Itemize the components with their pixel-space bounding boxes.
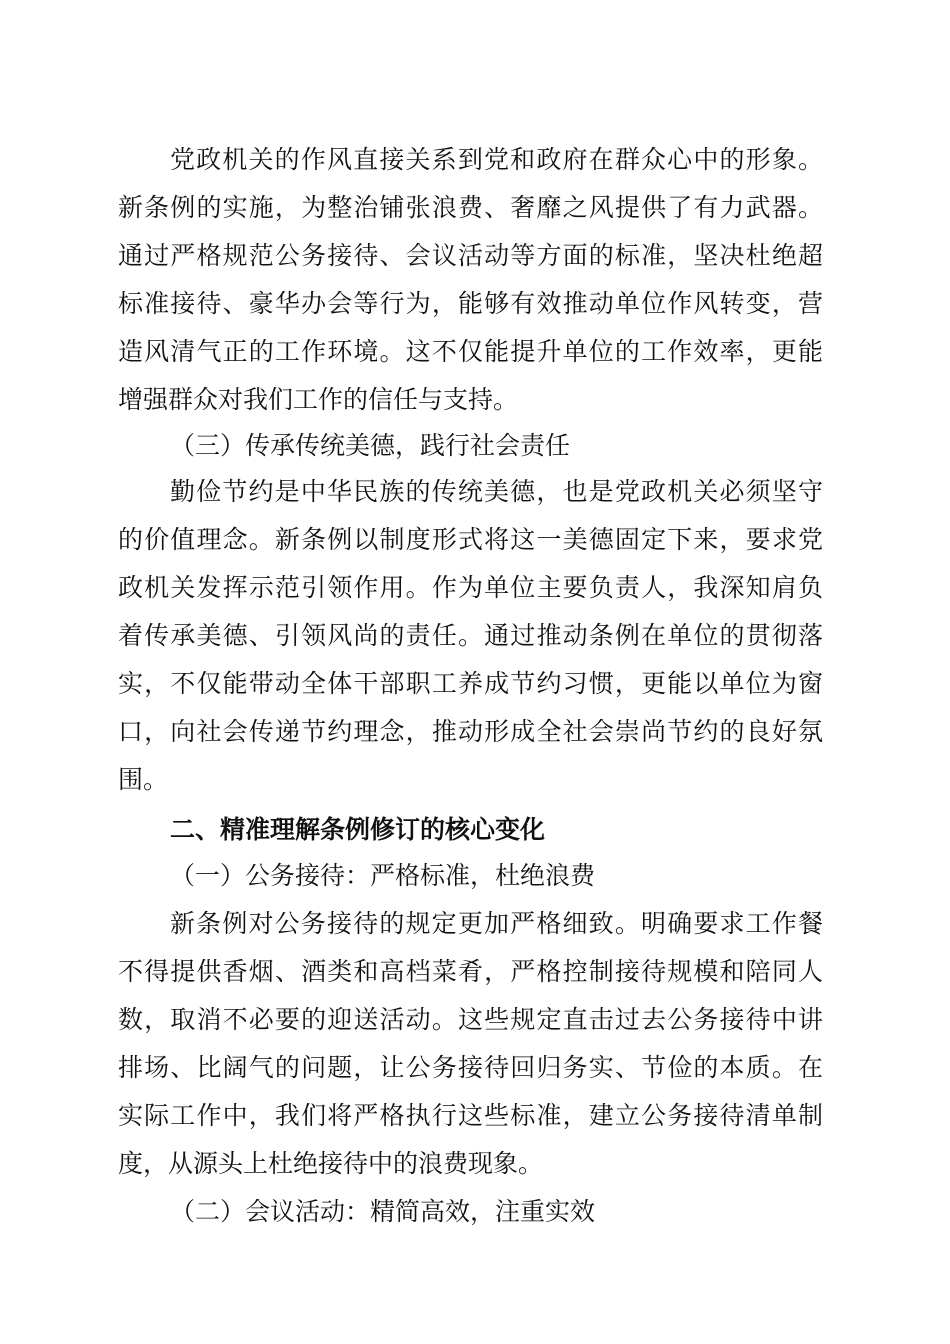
paragraph-2-line-4: 着传承美德、引领风尚的责任。通过推动条例在单位的贯彻落 xyxy=(118,621,823,650)
paragraph-1-line-4: 标准接待、豪华办会等行为，能够有效推动单位作风转变，营 xyxy=(118,289,823,318)
paragraph-3-line-2: 不得提供香烟、酒类和高档菜肴，严格控制接待规模和陪同人 xyxy=(118,957,823,986)
paragraph-1-line-2: 新条例的实施，为整治铺张浪费、奢靡之风提供了有力武器。 xyxy=(118,193,823,222)
paragraph-3-line-6: 度，从源头上杜绝接待中的浪费现象。 xyxy=(118,1149,544,1178)
paragraph-3-line-1: 新条例对公务接待的规定更加严格细致。明确要求工作餐 xyxy=(170,909,823,938)
paragraph-3-line-5: 实际工作中，我们将严格执行这些标准，建立公务接待清单制 xyxy=(118,1101,823,1130)
subheading-3: （三）传承传统美德，践行社会责任 xyxy=(170,431,571,460)
paragraph-2-line-5: 实，不仅能带动全体干部职工养成节约习惯，更能以单位为窗 xyxy=(118,669,823,698)
paragraph-2-line-2: 的价值理念。新条例以制度形式将这一美德固定下来，要求党 xyxy=(118,525,823,554)
paragraph-3-line-3: 数，取消不必要的迎送活动。这些规定直击过去公务接待中讲 xyxy=(118,1005,823,1034)
paragraph-1-line-3: 通过严格规范公务接待、会议活动等方面的标准，坚决杜绝超 xyxy=(118,241,823,270)
subheading-2-1: （一）公务接待：严格标准，杜绝浪费 xyxy=(170,861,596,890)
paragraph-2-line-1: 勤俭节约是中华民族的传统美德，也是党政机关必须坚守 xyxy=(170,477,823,506)
paragraph-1-line-1: 党政机关的作风直接关系到党和政府在群众心中的形象。 xyxy=(170,145,823,174)
paragraph-3-line-4: 排场、比阔气的问题，让公务接待回归务实、节俭的本质。在 xyxy=(118,1053,823,1082)
paragraph-1-line-6: 增强群众对我们工作的信任与支持。 xyxy=(118,385,519,414)
paragraph-2-line-7: 围。 xyxy=(118,765,169,794)
section-2-heading: 二、精准理解条例修订的核心变化 xyxy=(170,815,546,844)
paragraph-1-line-5: 造风清气正的工作环境。这不仅能提升单位的工作效率，更能 xyxy=(118,337,823,366)
paragraph-2-line-6: 口，向社会传递节约理念，推动形成全社会崇尚节约的良好氛 xyxy=(118,717,823,746)
subheading-2-2: （二）会议活动：精简高效，注重实效 xyxy=(170,1197,596,1226)
paragraph-2-line-3: 政机关发挥示范引领作用。作为单位主要负责人，我深知肩负 xyxy=(118,573,823,602)
